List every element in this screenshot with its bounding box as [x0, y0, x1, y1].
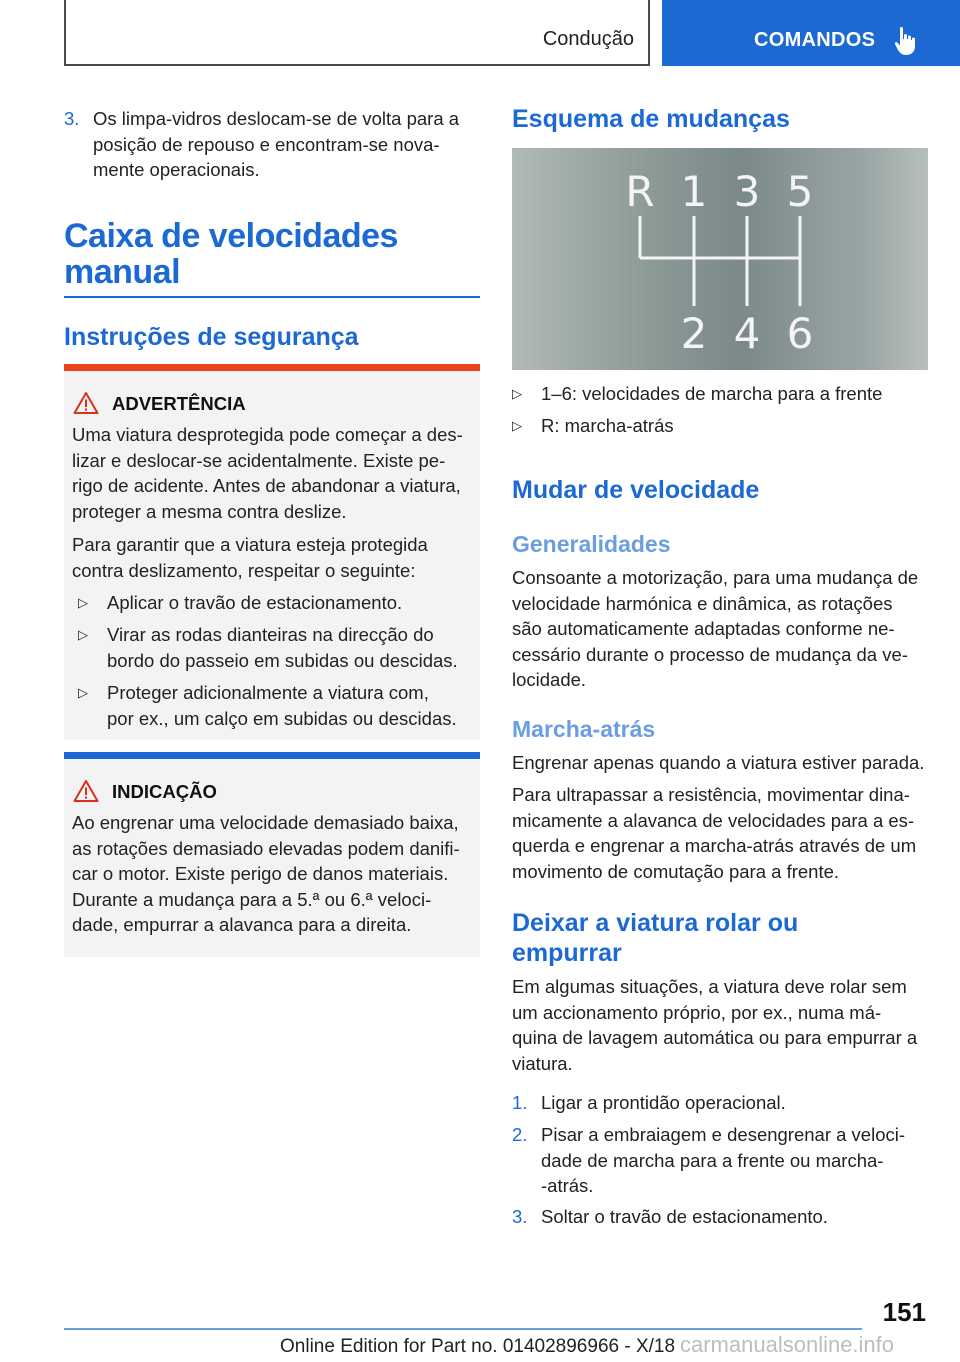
- gear-shift-diagram: [512, 148, 928, 370]
- text-line: Virar as rodas dianteiras na direcção do: [107, 624, 434, 645]
- text-line: locidade.: [512, 669, 587, 690]
- text-line: contra deslizamento, respeitar o seguinte:: [72, 559, 416, 581]
- text-line: lizar e deslocar-se acidentalmente. Existe pe-: [72, 449, 446, 471]
- watermark: carmanualsonline.info: [680, 1332, 895, 1357]
- text-line: velocidade harmónica e dinâmica, as rotações: [512, 592, 893, 614]
- text-line: Aplicar o travão de estacionamento.: [107, 592, 403, 613]
- heading-line: Deixar a viatura rolar ou: [512, 909, 799, 937]
- text-line: Durante a mudança para a 5.ª ou 6.ª veloci-: [72, 888, 432, 910]
- text-line: micamente a alavanca de velocidades para a es-: [512, 809, 915, 831]
- warning-triangle-icon: [73, 779, 99, 803]
- text-line: R: marcha-atrás: [541, 415, 674, 436]
- text-line: Engrenar apenas quando a viatura estiver parada.: [512, 752, 925, 773]
- text-line: dade de marcha para a frente ou marcha-: [541, 1149, 884, 1171]
- step-number: 2.: [512, 1124, 528, 1145]
- triangle-bullet-icon: ▷: [512, 418, 522, 433]
- gear-label-2: 2: [680, 309, 708, 358]
- triangle-bullet-icon: ▷: [512, 386, 522, 401]
- text-line: car o motor. Existe perigo de danos materiais.: [72, 863, 449, 884]
- triangle-bullet-icon: ▷: [78, 685, 88, 700]
- edition-text: Online Edition for Part no. 01402896966 - X/18: [280, 1336, 676, 1357]
- hand-pointer-icon: [894, 26, 918, 56]
- header-section-label: Condução: [542, 28, 634, 50]
- text-line: dade, empurrar a alavanca para a direita.: [72, 914, 412, 935]
- text-line: Uma viatura desprotegida pode começar a des-: [72, 424, 463, 445]
- text-line: viatura.: [512, 1052, 573, 1074]
- reverse-paragraph: [512, 750, 932, 776]
- notice-paragraph: [72, 810, 476, 938]
- warning-title: ADVERTÊNCIA: [112, 393, 246, 414]
- text-line: Em algumas situações, a viatura deve rolar sem: [512, 976, 907, 997]
- gear-label-r: R: [625, 167, 655, 216]
- warning-paragraph: [72, 532, 476, 583]
- title-divider: [64, 296, 480, 298]
- text-line: movimento de comutação para a frente.: [512, 860, 840, 882]
- step-number: 3.: [64, 108, 80, 129]
- gear-label-3: 3: [733, 167, 761, 216]
- text-line: -atrás.: [541, 1175, 594, 1196]
- notice-bar: [64, 752, 480, 759]
- page-title-line: Caixa de velocidades: [64, 217, 398, 255]
- step-number: 3.: [512, 1206, 528, 1227]
- header-chapter-tab: [662, 0, 960, 66]
- warning-triangle-icon: [73, 391, 99, 415]
- text-line: proteger a mesma contra deslize.: [72, 500, 347, 522]
- step-text-line: Os limpa-vidros deslocam-se de volta para a: [93, 108, 460, 129]
- text-line: Proteger adicionalmente a viatura com,: [107, 682, 429, 703]
- header-section-tab: [64, 0, 650, 66]
- step-number: 1.: [512, 1092, 528, 1113]
- page-number: 151: [882, 1297, 926, 1327]
- triangle-bullet-icon: ▷: [78, 627, 88, 642]
- gear-label-1: 1: [680, 167, 708, 216]
- heading-line: empurrar: [512, 939, 622, 967]
- step-text-line: posição de repouso e encontram-se nova-: [93, 133, 440, 155]
- step-text-line: mente operacionais.: [93, 159, 260, 180]
- text-line: as rotações demasiado elevadas podem danifi-: [72, 837, 460, 859]
- warning-box: [64, 364, 480, 740]
- text-line: Para garantir que a viatura esteja protegida: [72, 534, 428, 555]
- text-line: são automaticamente adaptadas conforme ne-: [512, 618, 895, 639]
- gear-label-6: 6: [786, 309, 814, 358]
- triangle-bullet-icon: ▷: [78, 595, 88, 610]
- footer-divider: [64, 1328, 862, 1330]
- notice-title: INDICAÇÃO: [112, 781, 217, 802]
- gear-pattern-lines: [640, 216, 800, 306]
- text-line: cessário durante o processo de mudança da ve-: [512, 643, 908, 665]
- text-line: Ao engrenar uma velocidade demasiado baixa,: [72, 812, 459, 833]
- text-line: Soltar o travão de estacionamento.: [541, 1206, 828, 1227]
- text-line: um accionamento próprio, por ex., numa má-: [512, 1001, 882, 1023]
- page-title-line: manual: [64, 253, 181, 291]
- warning-bar: [64, 364, 480, 371]
- text-line: querda e engrenar a marcha-atrás através de um: [512, 835, 917, 856]
- warning-paragraph: [72, 422, 476, 524]
- text-line: Para ultrapassar a resistência, movimentar dina-: [512, 784, 910, 805]
- general-paragraph: [512, 565, 932, 693]
- subheading-general: Generalidades: [512, 531, 671, 557]
- page-title: [64, 218, 480, 290]
- header-chapter-label: COMANDOS: [754, 29, 876, 51]
- text-line: Pisar a embraiagem e desengrenar a veloci-: [541, 1124, 906, 1145]
- gear-label-4: 4: [733, 309, 761, 358]
- text-line: 1–6: velocidades de marcha para a frente: [541, 383, 883, 404]
- reverse-paragraph: [512, 782, 932, 884]
- text-line: bordo do passeio em subidas ou descidas.: [107, 649, 458, 671]
- text-line: por ex., um calço em subidas ou descidas.: [107, 707, 457, 729]
- section-heading-gear-scheme: Esquema de mudanças: [512, 105, 790, 133]
- text-line: Consoante a motorização, para uma mudança de: [512, 567, 919, 588]
- section-heading-safety: Instruções de segurança: [64, 323, 359, 351]
- section-heading-roll: [512, 908, 798, 968]
- subheading-reverse: Marcha-atrás: [512, 716, 656, 742]
- gear-label-5: 5: [786, 167, 814, 216]
- notice-box: [64, 752, 480, 957]
- text-line: rigo de acidente. Antes de abandonar a viatura,: [72, 475, 461, 496]
- text-line: Ligar a prontidão operacional.: [541, 1092, 786, 1113]
- roll-paragraph: [512, 974, 932, 1076]
- section-heading-shift: Mudar de velocidade: [512, 476, 760, 504]
- text-line: quina de lavagem automática ou para empurrar a: [512, 1027, 918, 1048]
